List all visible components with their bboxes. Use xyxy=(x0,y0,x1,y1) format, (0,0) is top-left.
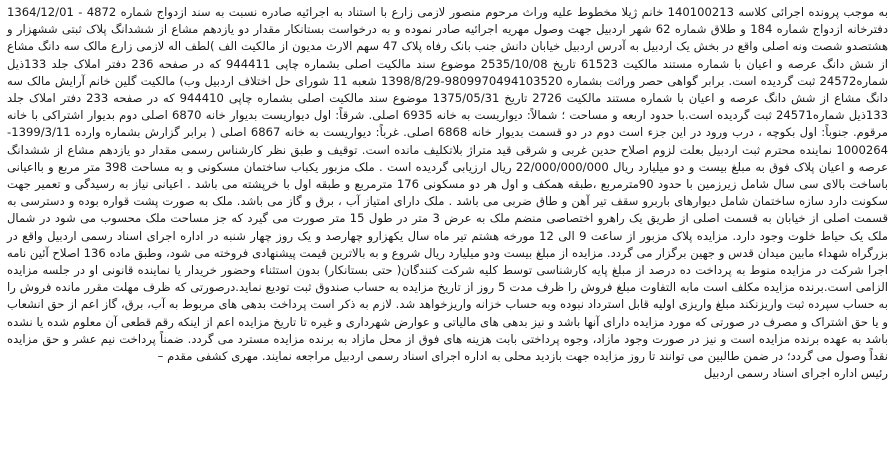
notice-signature: رئیس اداره اجرای اسناد رسمی اردبیل xyxy=(703,366,888,381)
auction-notice-body xyxy=(7,4,888,365)
notice-paragraph: به موجب پرونده اجرائی کلاسه 140100213 خانم ژیلا مخطوط علیه وراث مرحوم منصور لازمی زارع با استناد به اجرائیه صادره نسبت به سند ازدواج شماره 4872 - 1364/12/01 دفترخانه ازدواج شماره 184 و طلاق شماره 62 شهر اردبیل جهت وصول مهریه اجرائیه صادر نموده و به درخواست بستانکار مقدار دو یازدهم مشاع از ششدانگ پلاک ثبتی ششهزار و هشتصدو شصت ونه اصلی واقع در بخش یک اردبیل به آدرس اردبیل خیابان دانش جنب بانک رفاه پلاک 47 سهم الارث مدیون از مالکیت الف )لطف اله لازمی زارع مالک سه دانگ مشاع از شش دانگ عرصه و اعیان با شماره مستند مالکیت 61523 تاریخ 2535/10/08 موضوع سند مالکیت اصلی بشماره چاپی 944411 که در صفحه 236 دفتر املاک جلد 133ذیل شماره24572 ثبت گردیده است. برابر گواهی حصر وراثت بشماره 9809970494103520-1398/8/29 شعبه 11 شورای حل اختلاف اردبیل وب) مالکیت گلین خانم آرایش مالک سه دانگ مشاع از شش دانگ عرصه و اعیان با شماره مستند مالکیت 2726 تاریخ 1375/05/31 موضوع سند مالکیت اصلی بشماره چاپی 944410 که در صفحه 233 دفتر املاک جلد 133ذیل شماره24571 ثبت گردیده است.با حدود اربعه و مساحت ؛ شمالاً: دیواریست به خانه 6935 اصلی. شرقاً: اول دیواریست بدیوار خانه 6870 اصلی دوم بدیوار اشتراکی با خانه مرقوم. جنوباً: اول بکوچه ، درب ورود در این جزء است دوم در دو قسمت بدیوار خانه 6868 اصلی. غرباً: دیواریست به خانه 6867 اصلی ( برابر گزارش بشماره وارده 1399/3/11-1000264 نماینده محترم ثبت اردبیل بعلت لزوم اصلاح حدین غربی و شرقی قید متراژ بلاتکلیف مانده است. توقیف و طبق نظر کارشناس رسمی مقدار دو یازدهم مشاع از ششدانگ عرصه و اعیان پلاک فوق به مبلغ بیست و دو میلیارد ریال 22/000/000/000 ریال ارزیابی گردیده است . ملک مزبور یکباب ساختمان مسکونی و به مساحت 398 متر مربع و بااعیانی باساخت بالای سی سال شامل زیرزمین با حدود 90مترمربع ،طبقه همکف و اول هر دو مسکونی 176 مترمربع و طبقه اول با خرپشته می باشد . اعیانی نیاز به رسیدگی و تعمیر جهت سکونت دارد سازه ساختمان شامل دیوارهای باربرو سقف تیر آهن و طاق ضربی می باشد . ملک دارای امتیاز آب ، برق و گاز می باشد. ملک به صورت پشت قواره بوده و دسترسی به قسمت اصلی از خیابان به قسمت اصلی از طریق یک راهرو اختصاصی منضم ملک به عرض 3 متر در طول 15 متر صورت می گیرد که جز مساحت ملک محسوب می شود در شمال ملک یک حیاط خلوت وجود دارد. مزایده پلاک مزبور از ساعت 9 الی 12 مورخه هشتم تیر ماه سال یکهزارو چهارصد و یک روز چهار شنبه در اداره اجرای اسناد رسمی اردبیل واقع در بزرگراه شهداء مابین میدان قدس و جهین برگزار می گردد. مزایده از مبلغ بیست ودو میلیارد ریال شروع و به بالاترین قیمت پیشنهادی فروخته می شود، وطبق ماده 136 اصلاح آئین نامه اجرا شرکت در مزایده منوط به پرداخت ده درصد از مبلغ پایه کارشناسی توسط کلیه شرکت کنندگان( حتی بستانکار) بدون استثناء وحضور خریدار یا نماینده قانونی او در جلسه مزایده الزامی است.برنده مزایده مکلف است مابه التفاوت مبلغ فروش را ظرف مدت 5 روز از تاریخ مزایده به حساب صندوق ثبت تودیع نماید.درصورتی که ظرف مهلت مقرر مانده فروش را به حساب سپرده ثبت واریزنکند مبلغ واریزی اولیه قابل استرداد نبوده وبه حساب خزانه واریزخواهد شد. لازم به ذکر است پرداخت بدهی های مربوط به آب، برق، گاز اعم از حق انشعاب و یا حق اشتراک و مصرف در صورتی که مورد مزایده دارای آنها باشد و نیز بدهی های مالیاتی و عوارض شهرداری و غیره تا تاریخ مزایده اعم از اینکه رقم قطعی آن معلوم شده یا نشده باشد به عهده برنده مزایده است و نیز در صورت وجود مازاد، وجوه پرداختی بابت هزینه های فوق از محل مازاد به برنده مزایده مسترد می گردد. ضمناً پرداخت نیم عشر و حق مزایده نقداً وصول می گردد؛ در ضمن طالبین می توانند تا روز مزایده جهت بازدید محلی به اداره اجرای اسناد رسمی اردبیل مراجعه نمایند. مهری کشفی مقدم – xyxy=(7,5,889,364)
